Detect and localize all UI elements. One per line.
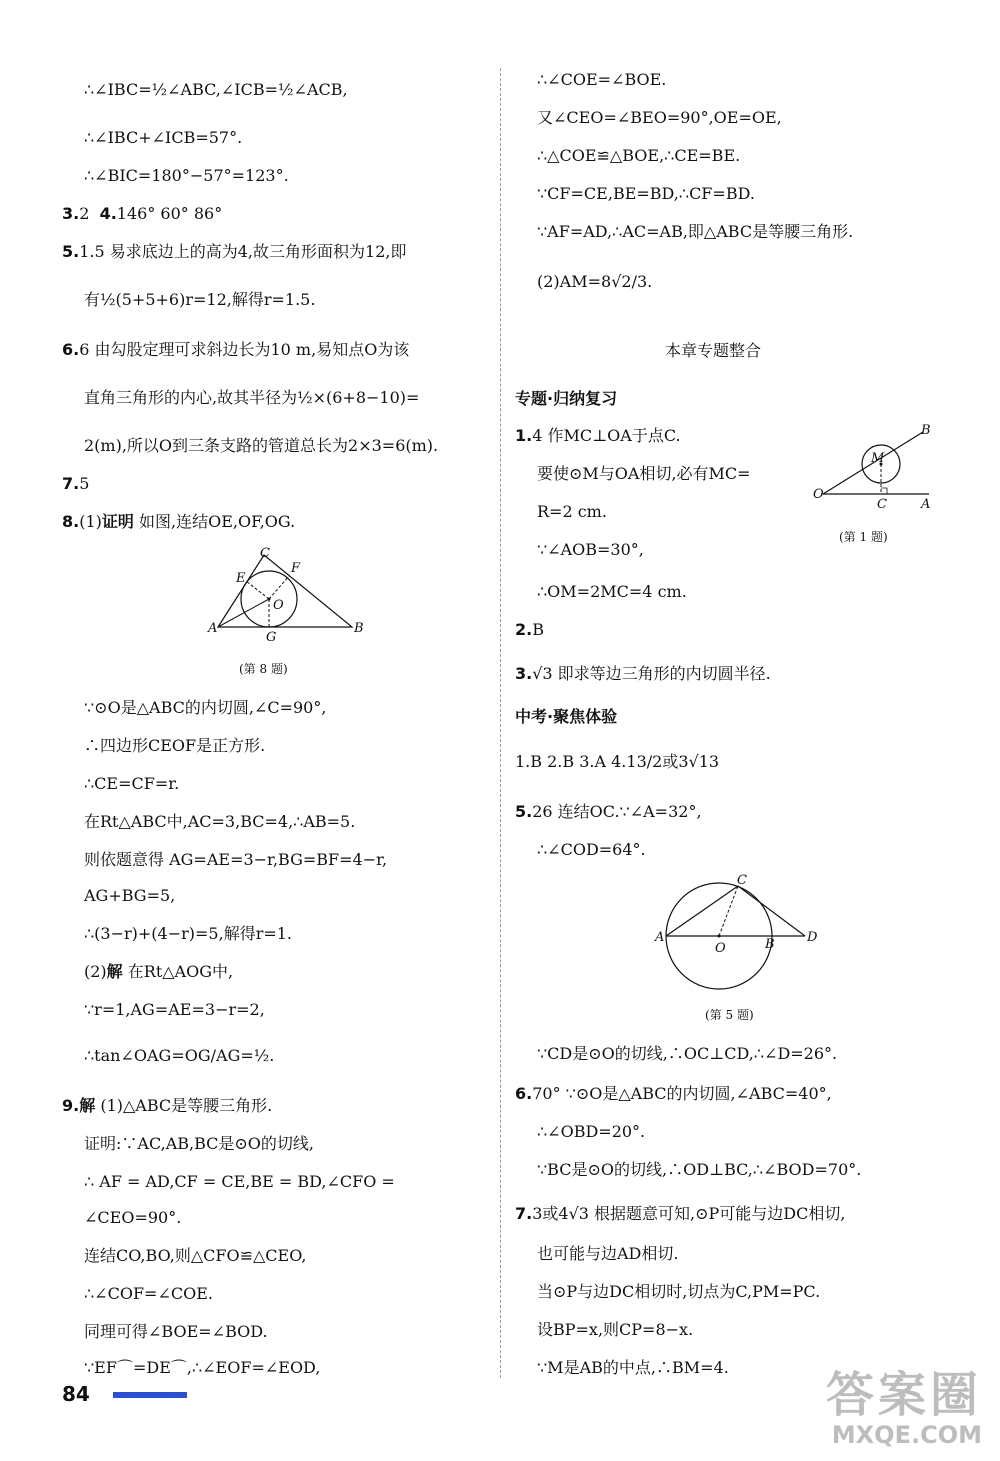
text-line: ∴(3−r)+(4−r)=5,解得r=1. (84, 924, 293, 943)
figure-5-circle-tangent (653, 874, 833, 994)
section-heading-exam: 中考·聚焦体验 (515, 707, 618, 726)
text-line: 则依题意得 AG=AE=3−r,BG=BF=4−r, (84, 850, 388, 869)
text-line: ∵BC是⊙O的切线,∴OD⊥BC,∴∠BOD=70°. (537, 1160, 862, 1179)
q-number: 4. (99, 204, 117, 223)
answer-9 (62, 1096, 272, 1116)
label-d: D (807, 930, 818, 945)
q-number: 9. (62, 1096, 80, 1115)
text-line: AG+BG=5, (84, 886, 176, 905)
part-label: (2) (84, 962, 107, 981)
exam-answer-5 (515, 802, 702, 822)
text-line: ∴OM=2MC=4 cm. (537, 582, 687, 601)
answer-8-part2 (84, 962, 233, 982)
text-line: ∠CEO=90°. (84, 1208, 182, 1227)
watermark-logo (826, 1369, 982, 1449)
answer-text: 26 连结OC.∵∠A=32°, (532, 802, 702, 821)
label-o: O (715, 941, 726, 956)
exam-answer-7 (515, 1204, 845, 1224)
answer-7 (62, 474, 89, 494)
segment-ao (218, 599, 269, 627)
q-number: 6. (62, 340, 80, 359)
text-line: ∴∠IBC+∠ICB=57°. (84, 128, 243, 147)
figure-1-tangent-circle (811, 418, 941, 513)
text-line: ∵r=1,AG=AE=3−r=2, (84, 1000, 265, 1019)
label-c: C (260, 546, 270, 561)
q-number: 5. (62, 242, 80, 261)
q-number: 8. (62, 512, 80, 531)
section-heading-review: 专题·归纳复习 (515, 389, 618, 408)
text-line: 设BP=x,则CP=8−x. (537, 1320, 694, 1339)
answer-text: 3或4√3 根据题意可知,⊙P可能与边DC相切, (532, 1204, 846, 1223)
text-line: 连结CO,BO,则△CFO≌△CEO, (84, 1246, 307, 1265)
text-line: ∴四边形CEOF是正方形. (84, 736, 266, 755)
label-c: C (877, 497, 887, 512)
answer-text: (1)△ABC是等腰三角形. (95, 1096, 273, 1115)
label-a: A (655, 930, 665, 945)
text-line: 证明:∵AC,AB,BC是⊙O的切线, (84, 1134, 315, 1153)
solution-label: 解 (79, 1096, 96, 1115)
text-line: ∴∠BIC=180°−57°=123°. (84, 166, 289, 185)
watermark-url: MXQE.COM (831, 1421, 982, 1449)
answer-6 (62, 340, 409, 360)
topic-answer-3 (515, 664, 771, 684)
answer-text: √3 即求等边三角形的内切圆半径. (532, 664, 771, 683)
text-line: ∵EF⌒=DE⌒,∴∠EOF=∠EOD, (84, 1358, 321, 1377)
answer-text: 70° ∵⊙O是△ABC的内切圆,∠ABC=40°, (532, 1084, 832, 1103)
q-number: 7. (62, 474, 80, 493)
answer-text: 5 (79, 474, 90, 493)
text-line: ∴△COE≌△BOE,∴CE=BE. (537, 146, 741, 165)
text-line: ∴∠OBD=20°. (537, 1122, 646, 1141)
figure-1-caption: (第 1 题) (839, 530, 888, 544)
text-line: ∵CF=CE,BE=BD,∴CF=BD. (537, 184, 755, 203)
text-line: 2(m),所以O到三条支路的管道总长为2×3=6(m). (84, 436, 439, 455)
text-line: ∵M是AB的中点,∴BM=4. (537, 1358, 729, 1377)
label-f: F (291, 561, 301, 576)
text-line: ∴∠COE=∠BOE. (537, 70, 667, 89)
page-number-bar (113, 1392, 187, 1398)
answer-8 (62, 512, 295, 532)
text-line: ∵⊙O是△ABC的内切圆,∠C=90°, (84, 698, 327, 717)
answer-text: 4 作MC⊥OA于点C. (532, 426, 681, 445)
text-line: ∵CD是⊙O的切线,∴OC⊥CD,∴∠D=26°. (537, 1044, 838, 1063)
answer-5 (62, 242, 406, 262)
proof-label: 证明 (101, 512, 134, 531)
center-o (718, 935, 721, 938)
text-line: (2)AM=8√2/3. (537, 272, 653, 291)
text-line: ∴tan∠OAG=OG/AG=½. (84, 1046, 275, 1065)
text-line: 在Rt△ABC中,AC=3,BC=4,∴AB=5. (84, 812, 356, 831)
text-line: 也可能与边AD相切. (537, 1244, 679, 1263)
q-number: 3. (515, 664, 533, 683)
answer-3-4 (62, 204, 222, 224)
part-label: (1) (79, 512, 102, 531)
text-line: 同理可得∠BOE=∠BOD. (84, 1322, 268, 1341)
text-line: 直角三角形的内心,故其半径为½×(6+8−10)= (84, 388, 420, 407)
q-number: 6. (515, 1084, 533, 1103)
label-o: O (813, 487, 824, 502)
watermark-text: 答案圈 (825, 1367, 982, 1423)
figure-8-caption: (第 8 题) (239, 662, 288, 676)
text-line: 要使⊙M与OA相切,必有MC= (537, 464, 751, 483)
label-e: E (236, 571, 246, 586)
label-a: A (921, 497, 931, 512)
chapter-heading: 本章专题整合 (665, 341, 762, 360)
text-line: ∴∠COF=∠COE. (84, 1284, 213, 1303)
segment-oc (719, 886, 738, 936)
answer-text: 在Rt△AOG中, (122, 962, 234, 981)
label-o: O (273, 598, 284, 613)
answer-text: 1.5 易求底边上的高为4,故三角形面积为12,即 (79, 242, 407, 261)
q-number: 7. (515, 1204, 533, 1223)
label-c: C (737, 874, 747, 888)
topic-answer-2 (515, 620, 544, 640)
q-number: 1. (515, 426, 533, 445)
segment-oe (246, 581, 269, 599)
segment-ac (666, 886, 738, 936)
text-line: 又∠CEO=∠BEO=90°,OE=OE, (537, 108, 782, 127)
answer-text: 2 (79, 204, 90, 223)
page-number: 84 (62, 1382, 90, 1406)
solution-label: 解 (106, 962, 123, 981)
text-line: ∴∠COD=64°. (537, 840, 646, 859)
label-b: B (765, 937, 775, 952)
label-a: A (208, 621, 218, 636)
column-divider (500, 68, 501, 1378)
answer-text: B (532, 620, 544, 639)
text-line: 有½(5+5+6)r=12,解得r=1.5. (84, 290, 316, 309)
label-b: B (354, 621, 364, 636)
exam-answers-1-4: 1.B 2.B 3.A 4.13/2或3√13 (515, 752, 720, 771)
label-b: B (921, 423, 931, 438)
figure-8-incircle (202, 545, 372, 645)
answer-text: 如图,连结OE,OF,OG. (133, 512, 296, 531)
text-line: ∵AF=AD,∴AC=AB,即△ABC是等腰三角形. (537, 222, 854, 241)
text-line: 当⊙P与边DC相切时,切点为C,PM=PC. (537, 1282, 821, 1301)
topic-answer-1 (515, 426, 681, 446)
text-line: R=2 cm. (537, 502, 607, 521)
text-line: ∴∠IBC=½∠ABC,∠ICB=½∠ACB, (84, 80, 348, 99)
center-dot (268, 598, 271, 601)
text-line: ∵∠AOB=30°, (537, 540, 644, 559)
right-angle-mark (881, 488, 887, 494)
q-number: 5. (515, 802, 533, 821)
figure-5-caption: (第 5 题) (705, 1008, 754, 1022)
q-number: 3. (62, 204, 80, 223)
label-m: M (871, 451, 885, 466)
q-number: 2. (515, 620, 533, 639)
text-line: ∴ AF = AD,CF = CE,BE = BD,∠CFO = (84, 1172, 395, 1191)
answer-text: 146° 60° 86° (116, 204, 223, 223)
text-line: ∴CE=CF=r. (84, 774, 180, 793)
exam-answer-6 (515, 1084, 832, 1104)
answer-text: 6 由勾股定理可求斜边长为10 m,易知点O为该 (79, 340, 410, 359)
label-g: G (266, 630, 277, 645)
segment-of (269, 576, 289, 599)
